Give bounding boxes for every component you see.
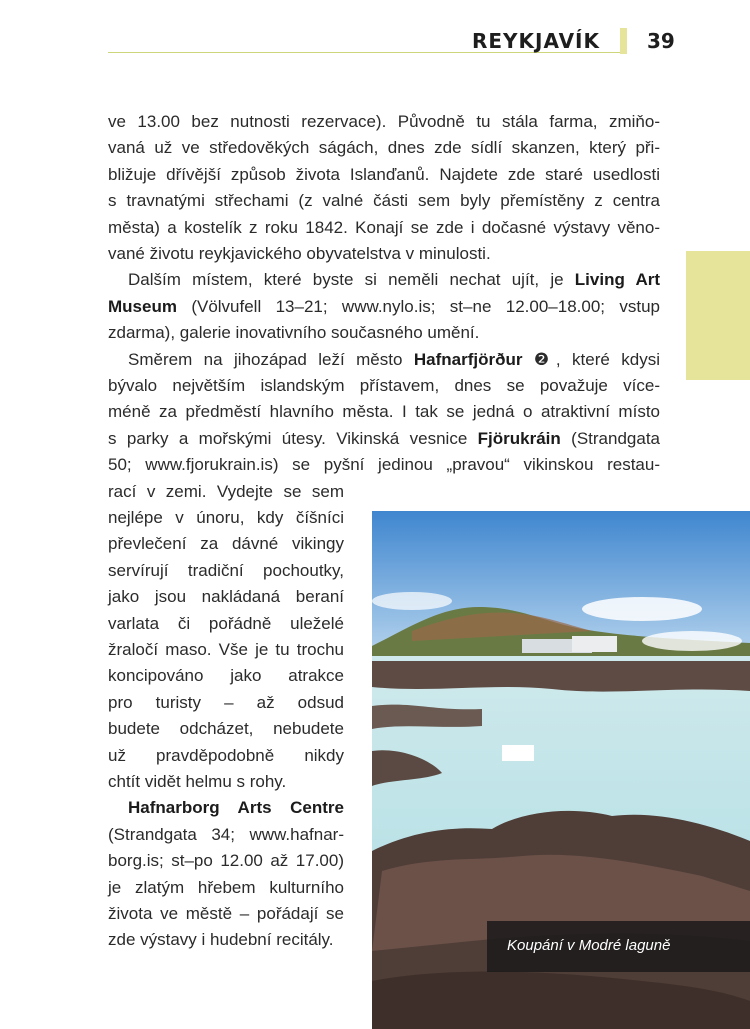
body-line: jako jsou nakládaná beraní [108, 587, 344, 607]
place-name-fjorukrain: Fjörukráin [477, 428, 561, 448]
body-line: rací v zemi. Vydejte se sem [108, 481, 344, 501]
body-line: servírují tradiční pochoutky, [108, 560, 344, 580]
body-line: zde výstavy i hudební recitály. [108, 930, 334, 950]
body-text: s parky a mořskými útesy. Vikinská vesnice [108, 428, 478, 448]
body-line: života ve městě – pořádají se [108, 904, 344, 923]
body-line: bližuje dřívější způsob života Islanďanů. Najdete zde staré usedlosti [108, 164, 660, 184]
body-line: s travnatými střechami (z valné části sem byly přemístěny z centra [108, 191, 660, 211]
body-line: nejlépe v únoru, kdy číšníci [108, 508, 344, 527]
body-text: (Völvufell 13–21; www.nylo.is; st–ne 12.00–18.00; vstup [176, 296, 660, 316]
body-line: (Strandgata 34; www.hafnar- [108, 824, 344, 844]
photo-caption [487, 921, 750, 972]
body-line: ve 13.00 bez nutnosti rezervace). Původně tu stála farma, zmiňo- [108, 112, 660, 131]
body-line: převlečení za dávné vikingy [108, 534, 344, 554]
body-line: žraločí maso. Vše je tu trochu [108, 640, 344, 659]
running-header-section: REYKJAVÍK [471, 29, 600, 53]
body-line: bývalo největším islandským přístavem, dnes se považuje více- [108, 376, 660, 395]
body-text: ❷, které kdysi [522, 349, 660, 369]
body-text: Směrem na jihozápad leží město [128, 349, 414, 369]
body-line: už pravděpodobně nikdy [108, 745, 344, 765]
body-line: zdarma), galerie inovativního současného umění. [108, 323, 480, 343]
body-line: pro turisty – až odsud [108, 692, 344, 712]
body-line: budete odcházet, nebudete [108, 719, 344, 739]
photo-caption-text: Koupání v Modré laguně [507, 937, 671, 954]
body-line: města) a kostelík z roku 1842. Konají se zde i dočasné výstavy věno- [108, 217, 660, 237]
place-name-living-art-museum-cont: Museum [108, 296, 177, 316]
body-line: méně za předměstí hlavního města. I tak se jedná o atraktivní místo [108, 402, 660, 422]
body-text: Dalším místem, které byste si neměli nechat ujít, je [128, 270, 575, 290]
chapter-thumb-tab [686, 251, 750, 380]
body-line: vaná už ve středověkých ságách, dnes zde sídlí skanzen, který při- [108, 138, 660, 158]
body-line: varlata či pořádně uleželé [108, 613, 344, 633]
body-line [108, 795, 344, 821]
body-line [108, 347, 660, 373]
place-name-hafnarborg: Hafnarborg Arts Centre [128, 798, 344, 818]
body-line: chtít vidět helmu s rohy. [108, 772, 287, 791]
place-name-living-art-museum: Living Art [574, 270, 660, 290]
body-line: je zlatým hřebem kulturního [108, 877, 344, 897]
body-line: borg.is; st–po 12.00 až 17.00) [108, 851, 344, 871]
page-number: 39 [647, 29, 675, 53]
body-line [108, 294, 660, 320]
header-accent-bar [620, 28, 627, 54]
body-line: 50; www.fjorukrain.is) se pyšní jedinou „pravou“ vikinskou restau- [108, 455, 660, 475]
body-line: koncipováno jako atrakce [108, 666, 344, 686]
place-name-hafnarfjordur: Hafnarfjörður [413, 349, 523, 369]
body-line [108, 267, 660, 293]
body-line: vané životu reykjavického obyvatelstva v minulosti. [108, 244, 491, 263]
body-text: (Strandgata [560, 428, 660, 448]
body-line [108, 426, 660, 452]
